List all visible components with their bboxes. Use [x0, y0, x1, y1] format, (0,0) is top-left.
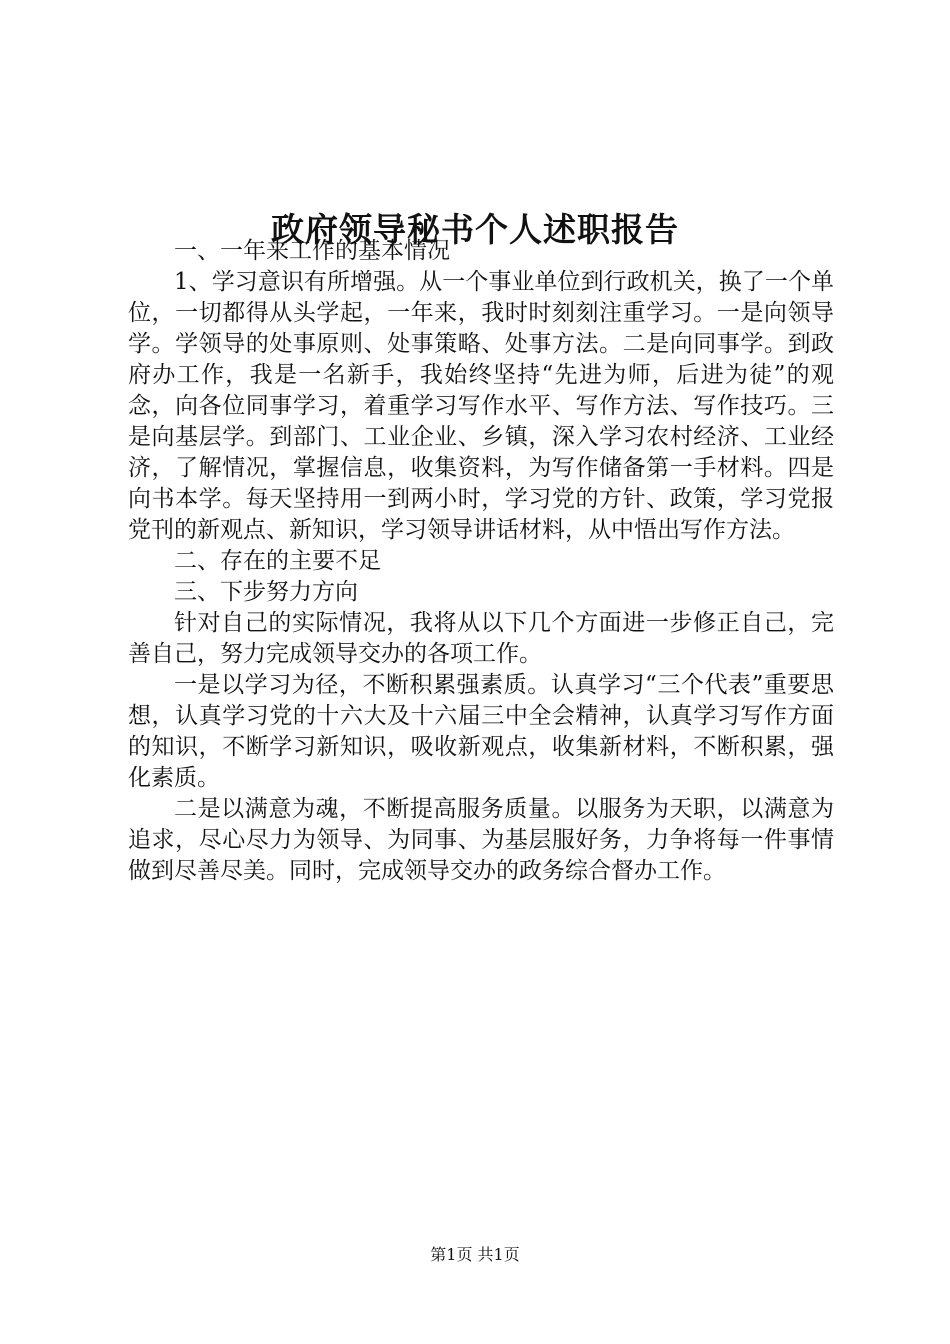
paragraph-service-quality: 二是以满意为魂，不断提高服务质量。以服务为天职，以满意为追求，尽心尽力为领导、为同事、为基层服好务，力争将每一件事情做到尽善尽美。同时，完成领导交办的政务综合督办工作。	[128, 796, 834, 884]
section-heading-next-steps: 三、下步努力方向	[174, 579, 358, 605]
paragraph-study-path: 一是以学习为径，不断积累强素质。认真学习“三个代表”重要思想，认真学习党的十六大及十六届三中全会精神，认真学习写作方面的知识，不断学习新知识，吸收新观点，收集新材料，不断积累，强化素质。	[128, 672, 834, 791]
page-number: 第1页 共1页	[430, 1245, 520, 1264]
section-heading-shortcomings: 二、存在的主要不足	[174, 548, 381, 574]
paragraph-self-improvement: 针对自己的实际情况，我将从以下几个方面进一步修正自己，完善自己，努力完成领导交办的各项工作。	[128, 610, 834, 667]
page-title: 政府领导秘书个人述职报告	[271, 210, 679, 250]
document-body	[128, 236, 834, 887]
page-footer	[0, 1243, 950, 1267]
section-heading-basic-situation: 一、一年来工作的基本情况	[174, 238, 450, 264]
paragraph-learning-awareness: 1、学习意识有所增强。从一个事业单位到行政机关，换了一个单位，一切都得从头学起，一年来，我时时刻刻注重学习。一是向领导学。学领导的处事原则、处事策略、处事方法。二是向同事学。到政府办工作，我是一名新手，我始终坚持“先进为师，后进为徒”的观念，向各位同事学习，着重学习写作水平、写作方法、写作技巧。三是向基层学。到部门、工业企业、乡镇，深入学习农村经济、工业经济，了解情况，掌握信息，收集资料，为写作储备第一手材料。四是向书本学。每天坚持用一到两小时，学习党的方针、政策，学习党报党刊的新观点、新知识，学习领导讲话材料，从中悟出写作方法。	[128, 269, 834, 543]
